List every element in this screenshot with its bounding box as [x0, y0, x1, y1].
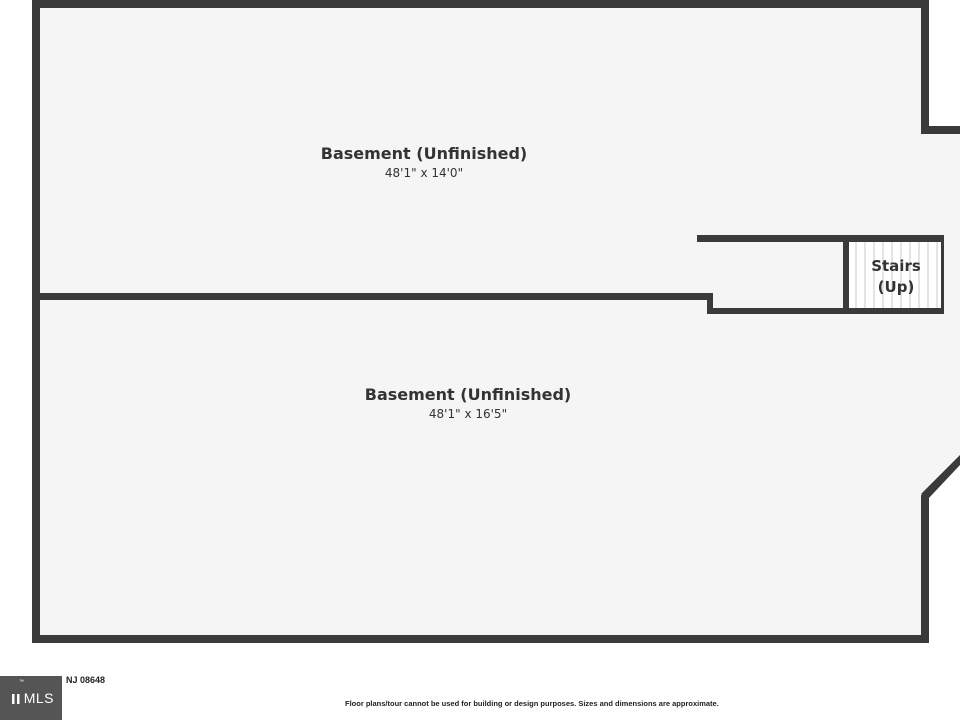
location-label: NJ 08648 — [66, 675, 106, 685]
wall-left — [32, 0, 40, 643]
stair-rail — [941, 235, 944, 314]
room-name-upper: Basement (Unfinished) — [320, 144, 528, 163]
stairs — [849, 235, 944, 314]
logo-trademark: ™ — [19, 679, 24, 685]
wall-stair-bottom — [707, 308, 943, 314]
stairs-label-line2: (Up) — [877, 278, 915, 296]
mls-logo — [0, 676, 62, 720]
room-dimensions-lower: 48'1" x 16'5" — [428, 407, 508, 421]
wall-stair-top — [697, 235, 943, 242]
logo-text: MLS — [23, 690, 54, 706]
room-dimensions-upper: 48'1" x 14'0" — [384, 166, 464, 180]
wall-stair-left — [843, 235, 849, 314]
wall-room-divider — [36, 293, 713, 300]
room-name-lower: Basement (Unfinished) — [364, 385, 572, 404]
wall-right-lower — [921, 495, 929, 643]
stairs-area — [849, 242, 943, 308]
wall-top — [32, 0, 929, 8]
basement-floor — [36, 4, 960, 638]
disclaimer-text: Floor plans/tour cannot be used for building or design purposes. Sizes and dimensions are approximate. — [345, 699, 719, 708]
wall-bottom — [32, 635, 929, 643]
wall-right-upper — [921, 0, 929, 134]
stairs-label-line1: Stairs — [871, 257, 921, 275]
wall-right-notch — [921, 126, 960, 134]
logo-mark: ıı — [10, 687, 21, 708]
